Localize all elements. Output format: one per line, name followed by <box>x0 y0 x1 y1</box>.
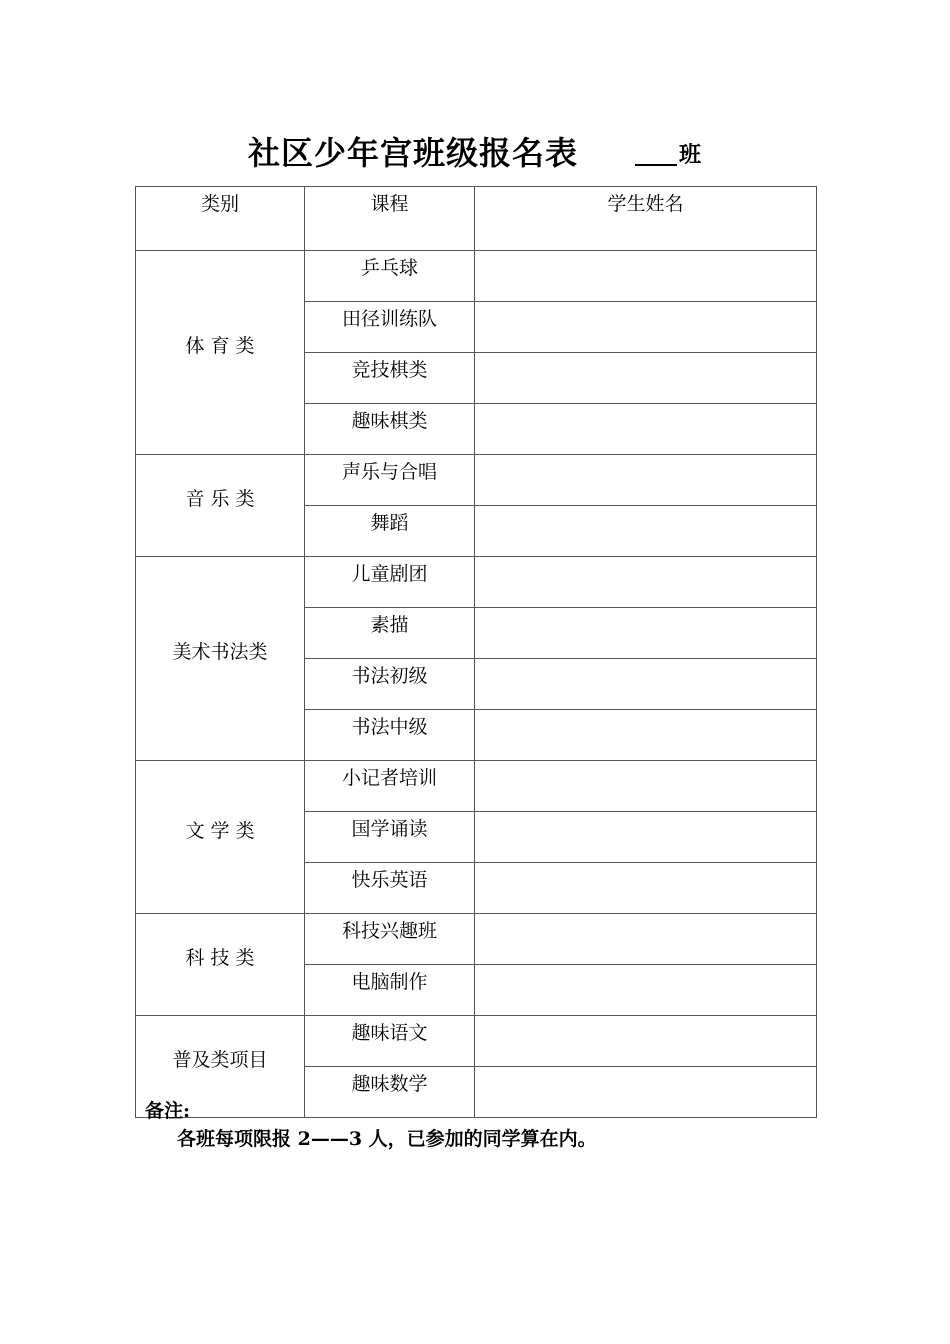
header-course: 课程 <box>305 187 475 251</box>
course-cell: 小记者培训 <box>305 761 475 812</box>
student-name-cell[interactable] <box>475 455 817 506</box>
category-label: 普及类项目 <box>172 1049 268 1071</box>
form-title <box>0 126 950 174</box>
student-name-cell[interactable] <box>475 506 817 557</box>
table-row <box>136 251 817 302</box>
student-name-cell[interactable] <box>475 1016 817 1067</box>
student-name-cell[interactable] <box>475 812 817 863</box>
course-cell: 快乐英语 <box>305 863 475 914</box>
table-row <box>136 761 817 812</box>
course-cell: 竞技棋类 <box>305 353 475 404</box>
student-name-cell[interactable] <box>475 608 817 659</box>
student-name-cell[interactable] <box>475 659 817 710</box>
course-cell: 趣味数学 <box>305 1067 475 1118</box>
course-cell: 趣味棋类 <box>305 404 475 455</box>
header-row <box>136 187 817 251</box>
student-name-cell[interactable] <box>475 761 817 812</box>
notes-label: 备注: <box>145 1100 191 1122</box>
student-name-cell[interactable] <box>475 404 817 455</box>
course-cell: 田径训练队 <box>305 302 475 353</box>
class-name-blank[interactable] <box>635 164 677 166</box>
header-category: 类别 <box>136 187 305 251</box>
student-name-cell[interactable] <box>475 302 817 353</box>
course-cell: 儿童剧团 <box>305 557 475 608</box>
course-cell: 电脑制作 <box>305 965 475 1016</box>
course-cell: 科技兴趣班 <box>305 914 475 965</box>
category-label: 文 学 类 <box>185 819 255 842</box>
category-cell <box>136 455 305 557</box>
course-cell: 舞蹈 <box>305 506 475 557</box>
page-title: 社区少年宫班级报名表 <box>248 134 579 172</box>
table-row <box>136 914 817 965</box>
student-name-cell[interactable] <box>475 914 817 965</box>
table-row <box>136 455 817 506</box>
student-name-cell[interactable] <box>475 863 817 914</box>
category-cell <box>136 251 305 455</box>
student-name-cell[interactable] <box>475 353 817 404</box>
category-cell <box>136 914 305 1016</box>
student-name-cell[interactable] <box>475 965 817 1016</box>
category-cell <box>136 761 305 914</box>
notes-section <box>145 1096 597 1151</box>
student-name-cell[interactable] <box>475 251 817 302</box>
table-row <box>136 1016 817 1067</box>
category-label: 科 技 类 <box>185 947 255 969</box>
table-row <box>136 557 817 608</box>
course-cell: 素描 <box>305 608 475 659</box>
student-name-cell[interactable] <box>475 557 817 608</box>
category-label: 体 育 类 <box>185 335 255 357</box>
course-cell: 国学诵读 <box>305 812 475 863</box>
course-cell: 书法中级 <box>305 710 475 761</box>
category-label: 音 乐 类 <box>185 488 255 510</box>
registration-table <box>135 186 817 1118</box>
class-suffix: 班 <box>679 143 702 168</box>
notes-text: 各班每项限报 2——3 人，已参加的同学算在内。 <box>177 1128 597 1150</box>
student-name-cell[interactable] <box>475 710 817 761</box>
category-label: 美术书法类 <box>172 641 268 663</box>
course-cell: 趣味语文 <box>305 1016 475 1067</box>
course-cell: 书法初级 <box>305 659 475 710</box>
course-cell: 乒乓球 <box>305 251 475 302</box>
header-student-names: 学生姓名 <box>475 187 817 251</box>
category-cell <box>136 557 305 761</box>
course-cell: 声乐与合唱 <box>305 455 475 506</box>
